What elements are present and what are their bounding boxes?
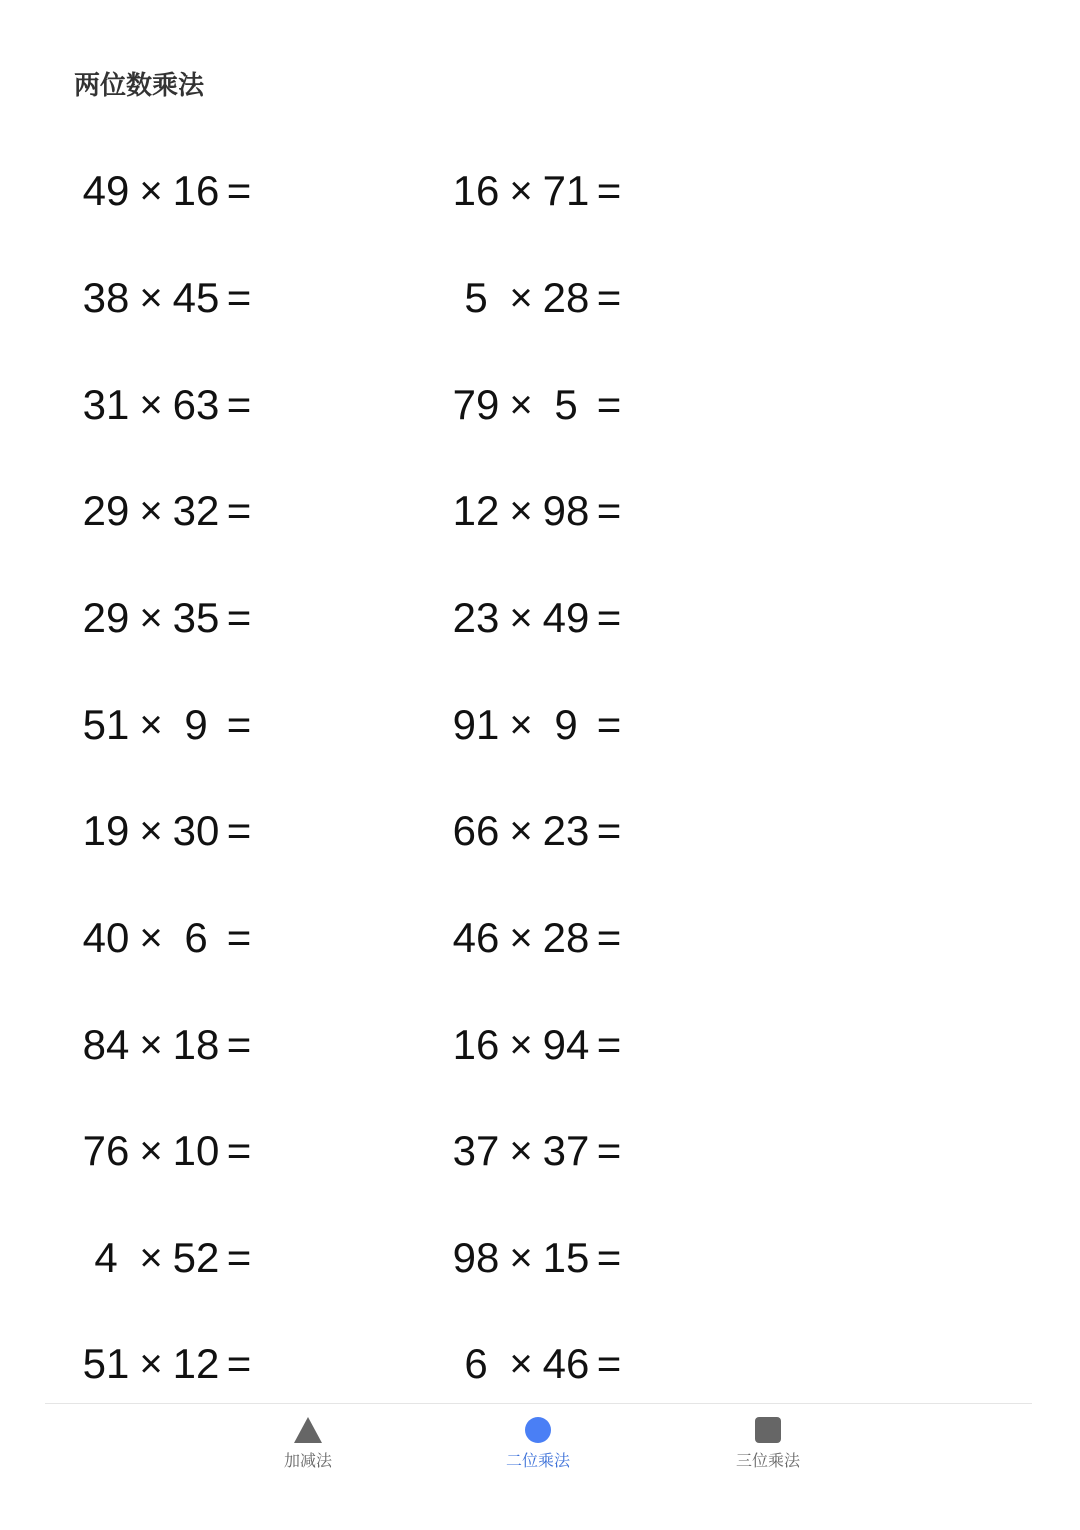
equals-sign: = [596, 1234, 622, 1281]
bottom-tabbar [0, 1404, 1080, 1530]
equals-sign: = [226, 594, 252, 641]
operand-a: 16 [452, 1021, 500, 1068]
times-sign: × [139, 1341, 163, 1386]
problem-15 [80, 908, 256, 968]
operand-b: 52 [172, 1234, 220, 1281]
operand-a: 4 [94, 1234, 118, 1281]
times-sign: × [509, 595, 533, 640]
problem-22 [450, 1228, 626, 1288]
tab-two-digit-multiplication[interactable] [458, 1414, 618, 1472]
problem-24 [450, 1334, 626, 1394]
operand-b: 10 [172, 1127, 220, 1174]
times-sign: × [139, 595, 163, 640]
operand-a: 98 [452, 1234, 500, 1281]
operand-a: 38 [82, 274, 130, 321]
problem-19 [80, 1121, 256, 1181]
equals-sign: = [226, 1340, 252, 1387]
operand-b: 23 [542, 807, 590, 854]
problem-1 [80, 161, 256, 221]
times-sign: × [509, 168, 533, 213]
operand-b: 9 [554, 701, 578, 748]
operand-a: 19 [82, 807, 130, 854]
times-sign: × [509, 808, 533, 853]
operand-a: 29 [82, 594, 130, 641]
times-sign: × [139, 702, 163, 747]
problem-6 [450, 375, 626, 435]
equals-sign: = [226, 914, 252, 961]
equals-sign: = [596, 1340, 622, 1387]
times-sign: × [509, 1235, 533, 1280]
operand-a: 49 [82, 167, 130, 214]
operand-b: 9 [184, 701, 208, 748]
equals-sign: = [596, 1127, 622, 1174]
operand-b: 18 [172, 1021, 220, 1068]
equals-sign: = [596, 807, 622, 854]
operand-a: 29 [82, 487, 130, 534]
operand-b: 35 [172, 594, 220, 641]
problem-17 [80, 1015, 256, 1075]
problem-16 [450, 908, 626, 968]
times-sign: × [139, 1235, 163, 1280]
operand-a: 5 [464, 274, 488, 321]
times-sign: × [509, 1341, 533, 1386]
operand-a: 23 [452, 594, 500, 641]
equals-sign: = [226, 167, 252, 214]
operand-b: 16 [172, 167, 220, 214]
times-sign: × [139, 168, 163, 213]
equals-sign: = [226, 807, 252, 854]
tab-label: 三位乘法 [735, 1451, 800, 1470]
operand-b: 49 [542, 594, 590, 641]
problem-18 [450, 1015, 626, 1075]
operand-a: 51 [82, 701, 130, 748]
times-sign: × [509, 382, 533, 427]
problem-7 [80, 481, 256, 541]
problem-11 [80, 695, 256, 755]
times-sign: × [509, 275, 533, 320]
operand-b: 46 [542, 1340, 590, 1387]
equals-sign: = [596, 274, 622, 321]
operand-a: 16 [452, 167, 500, 214]
equals-sign: = [226, 1127, 252, 1174]
operand-b: 45 [172, 274, 220, 321]
operand-b: 5 [554, 381, 578, 428]
times-sign: × [139, 1128, 163, 1173]
operand-a: 46 [452, 914, 500, 961]
triangle-icon [293, 1414, 323, 1446]
equals-sign: = [596, 701, 622, 748]
times-sign: × [509, 488, 533, 533]
equals-sign: = [226, 274, 252, 321]
operand-a: 31 [82, 381, 130, 428]
problem-13 [80, 801, 256, 861]
tab-label: 加减法 [283, 1451, 332, 1470]
operand-b: 30 [172, 807, 220, 854]
equals-sign: = [226, 1021, 252, 1068]
equals-sign: = [596, 594, 622, 641]
equals-sign: = [226, 381, 252, 428]
equals-sign: = [226, 487, 252, 534]
problem-4 [450, 268, 626, 328]
problem-9 [80, 588, 256, 648]
operand-a: 37 [452, 1127, 500, 1174]
operand-a: 76 [82, 1127, 130, 1174]
equals-sign: = [596, 167, 622, 214]
operand-a: 12 [452, 487, 500, 534]
equals-sign: = [226, 701, 252, 748]
operand-b: 32 [172, 487, 220, 534]
problem-5 [80, 375, 256, 435]
times-sign: × [509, 702, 533, 747]
times-sign: × [139, 915, 163, 960]
tab-addition-subtraction[interactable] [228, 1414, 388, 1472]
problem-3 [80, 268, 256, 328]
problem-20 [450, 1121, 626, 1181]
problem-12 [450, 695, 626, 755]
equals-sign: = [596, 914, 622, 961]
operand-a: 66 [452, 807, 500, 854]
operand-b: 94 [542, 1021, 590, 1068]
problem-8 [450, 481, 626, 541]
square-icon [754, 1414, 782, 1446]
operand-a: 79 [452, 381, 500, 428]
times-sign: × [509, 915, 533, 960]
operand-b: 98 [542, 487, 590, 534]
operand-b: 12 [172, 1340, 220, 1387]
times-sign: × [139, 382, 163, 427]
problem-2 [450, 161, 626, 221]
operand-a: 84 [82, 1021, 130, 1068]
tab-three-digit-multiplication[interactable] [688, 1414, 848, 1472]
problem-21 [80, 1228, 256, 1288]
operand-b: 63 [172, 381, 220, 428]
operand-b: 28 [542, 914, 590, 961]
operand-a: 40 [82, 914, 130, 961]
problem-23 [80, 1334, 256, 1394]
times-sign: × [139, 1022, 163, 1067]
times-sign: × [509, 1128, 533, 1173]
circle-icon [524, 1414, 552, 1446]
equals-sign: = [596, 1021, 622, 1068]
tab-label: 二位乘法 [505, 1451, 570, 1470]
problem-10 [450, 588, 626, 648]
times-sign: × [139, 488, 163, 533]
equals-sign: = [596, 381, 622, 428]
equals-sign: = [596, 487, 622, 534]
operand-a: 6 [464, 1340, 488, 1387]
problem-14 [450, 801, 626, 861]
operand-b: 71 [542, 167, 590, 214]
operand-b: 15 [542, 1234, 590, 1281]
times-sign: × [509, 1022, 533, 1067]
operand-b: 6 [184, 914, 208, 961]
operand-b: 28 [542, 274, 590, 321]
times-sign: × [139, 275, 163, 320]
operand-a: 51 [82, 1340, 130, 1387]
operand-a: 91 [452, 701, 500, 748]
equals-sign: = [226, 1234, 252, 1281]
page-title: 两位数乘法 [74, 71, 205, 101]
operand-b: 37 [542, 1127, 590, 1174]
times-sign: × [139, 808, 163, 853]
